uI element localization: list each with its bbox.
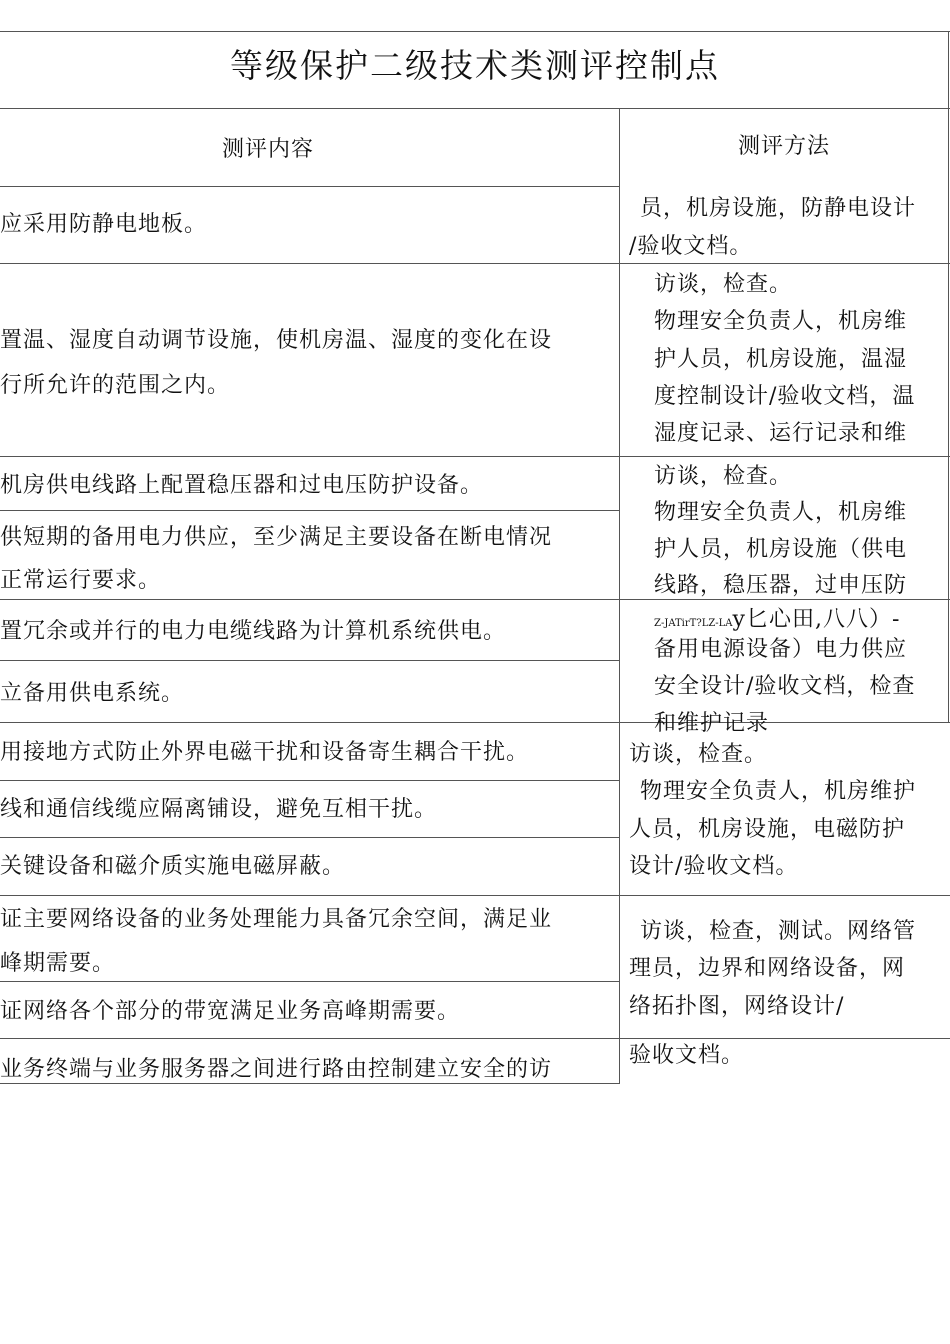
row-line (0, 895, 950, 896)
content-cell: 置冗余或并行的电力电缆线路为计算机系统供电。 (0, 619, 507, 644)
content-cell: 置温、湿度自动调节设施，使机房温、湿度的变化在设 (0, 328, 553, 353)
row-line (0, 510, 620, 511)
content-cell: 正常运行要求。 (0, 568, 162, 593)
content-cell: 机房供电线路上配置稳压器和过电压防护设备。 (0, 473, 484, 498)
row-line (0, 660, 620, 661)
method-cell: 和维护记录 (654, 711, 770, 736)
content-cell: 用接地方式防止外界电磁干扰和设备寄生耦合干扰。 (0, 740, 530, 765)
method-cell: 度控制设计/验收文档，温 (654, 384, 916, 409)
method-cell: 物理安全负责人，机房维 (654, 309, 908, 334)
content-cell: 关键设备和磁介质实施电磁屏蔽。 (0, 854, 346, 879)
content-cell: 证网络各个部分的带宽满足业务高峰期需要。 (0, 999, 461, 1024)
content-cell: 峰期需要。 (0, 951, 116, 976)
method-cell: 护人员，机房设施（供电 (654, 537, 908, 562)
method-cell: 湿度记录、运行记录和维 (654, 421, 908, 446)
method-cell: 验收文档。 (629, 1043, 745, 1068)
row-line (0, 837, 620, 838)
title-bottom-border (0, 108, 950, 109)
content-cell: 应采用防静电地板。 (0, 212, 208, 237)
title-top-border (0, 31, 950, 32)
method-cell: 线路，稳压器，过申压防 (654, 573, 908, 598)
table-right-border (948, 108, 949, 722)
row-line (0, 1038, 950, 1039)
content-cell: 立备用供电系统。 (0, 681, 185, 706)
page-title: 等级保护二级技术类测评控制点 (230, 46, 720, 85)
garbled-text: Z-JATirT?LZ-LA (654, 618, 733, 629)
header-content: 测评内容 (222, 137, 315, 162)
method-cell: 理员，边界和网络设备，网 (629, 956, 906, 981)
method-cell: 访谈，检查。 (654, 272, 793, 297)
content-cell: 业务终端与业务服务器之间进行路由控制建立安全的访 (0, 1057, 553, 1082)
method-cell: 安全设计/验收文档，检查 (654, 674, 916, 699)
method-cell: 访谈，检查，测试。网络管 (640, 919, 917, 944)
row-line (0, 456, 950, 457)
garbled-text: y匕心田,八八）- (732, 607, 901, 632)
method-cell: 员，机房设施，防静电设计 (640, 196, 917, 221)
method-cell-clip (620, 565, 948, 599)
method-cell: /验收文档。 (629, 234, 753, 259)
header-method: 测评方法 (738, 134, 831, 159)
method-cell: 访谈，检查。 (654, 464, 793, 489)
content-cell: 线和通信线缆应隔离铺设，避免互相干扰。 (0, 797, 438, 822)
method-cell-clip (620, 705, 948, 736)
content-cell: 供短期的备用电力供应，至少满足主要设备在断电情况 (0, 525, 553, 550)
method-cell: 设计/验收文档。 (629, 854, 799, 879)
content-cell: 行所允许的范围之内。 (0, 373, 231, 398)
method-cell: 护人员，机房设施，温湿 (654, 347, 908, 372)
method-cell: 物理安全负责人，机房维 (654, 500, 908, 525)
method-cell: 备用电源设备）电力供应 (654, 637, 908, 662)
row-line (0, 780, 620, 781)
row-line (0, 186, 620, 187)
row-line (0, 722, 950, 723)
row-line (0, 263, 950, 264)
method-cell: 络拓扑图，网络设计/ (629, 994, 845, 1019)
content-cell: 证主要网络设备的业务处理能力具备冗余空间，满足业 (0, 907, 553, 932)
method-cell: 人员，机房设施，电磁防护 (629, 817, 906, 842)
method-cell: 访谈，检查。 (629, 742, 768, 767)
method-cell: 物理安全负责人，机房维护 (640, 779, 917, 804)
